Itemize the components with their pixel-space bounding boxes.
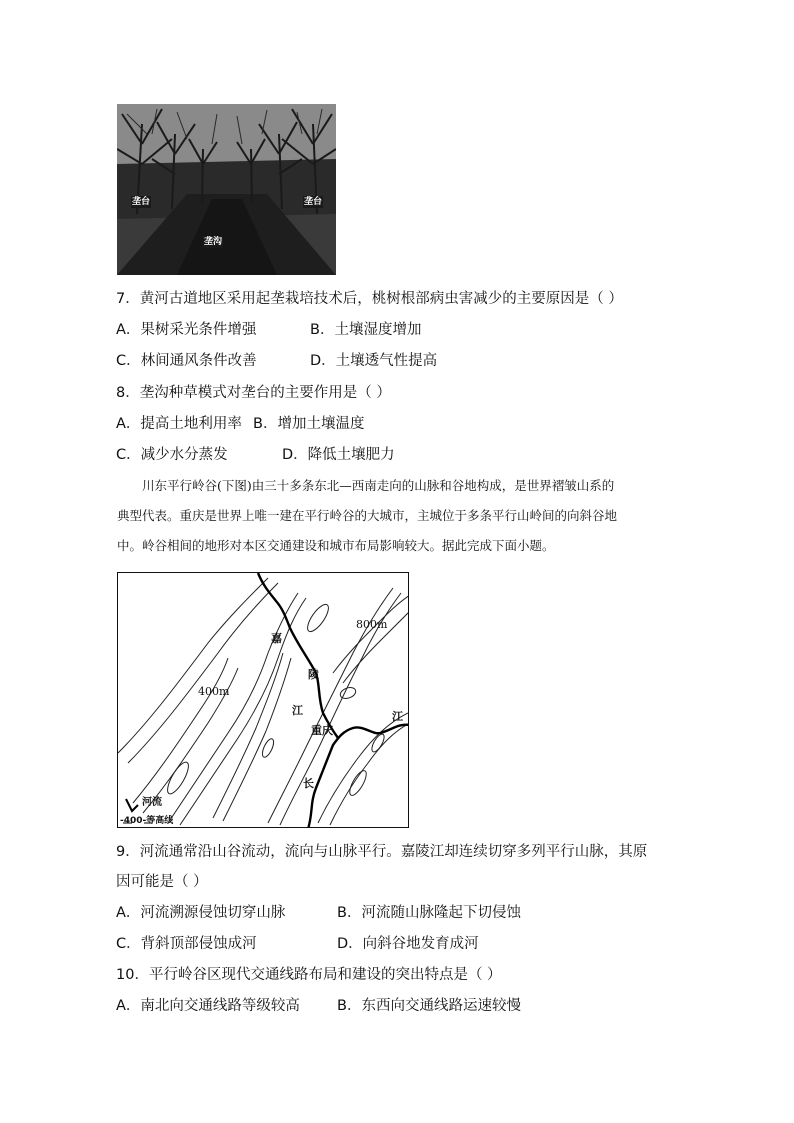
passage-line-3: 中。岭谷相间的地形对本区交通建设和城市布局影响较大。据此完成下面小题。 [117,538,555,553]
map-label-400m: 400m [198,685,230,698]
ridge-cultivation-photo [117,104,336,275]
q7-option-b[interactable]: B．土壤湿度增加 [310,322,422,338]
map-label-jiang-left: 江 [292,704,303,717]
passage-line-2: 典型代表。重庆是世界上唯一建在平行岭谷的大城市，主城位于多条平行山岭间的向斜谷地 [117,508,618,523]
q10-option-b[interactable]: B．东西向交通线路运速较慢 [337,998,521,1014]
q8-option-c[interactable]: C．减少水分蒸发 [116,447,228,463]
q7-option-c[interactable]: C．林间通风条件改善 [116,353,257,369]
ridge-label-left: 垄台 [132,197,151,207]
q7-stem: 7．黄河古道地区采用起垄栽培技术后，桃树根部病虫害减少的主要原因是（ ） [116,291,623,307]
q8-stem: 8．垄沟种草模式对垄台的主要作用是（ ） [116,385,391,401]
q8-option-b[interactable]: B．增加土壤温度 [253,416,365,432]
q9-stem-line-1: 9．河流通常沿山谷流动，流向与山脉平行。嘉陵江却连续切穿多列平行山脉，其原 [116,844,648,860]
map-label-chang: 长 [303,777,314,790]
q8-option-a[interactable]: A．提高土地利用率 [116,416,242,432]
parallel-ridge-valley-map [117,572,409,828]
q9-option-c[interactable]: C．背斜顶部侵蚀成河 [116,936,257,952]
furrow-label: 垄沟 [204,237,223,247]
q9-option-b[interactable]: B．河流随山脉隆起下切侵蚀 [337,905,521,921]
map-label-jiang-right: 江 [392,710,403,723]
q9-stem-line-2: 因可能是（ ） [116,874,208,890]
map-label-800m: 800m [356,618,388,631]
q7-option-d[interactable]: D．土壤透气性提高 [310,353,438,369]
q10-stem: 10．平行岭谷区现代交通线路布局和建设的突出特点是（ ） [116,967,502,983]
legend-river-label: 河流 [142,797,162,808]
ridge-label-right: 垄台 [304,197,323,207]
photo-drawing [117,104,336,275]
q9-option-d[interactable]: D．向斜谷地发育成河 [337,936,479,952]
q8-option-d[interactable]: D．降低土壤肥力 [282,447,395,463]
q10-option-a[interactable]: A．南北向交通线路等级较高 [116,998,300,1014]
passage-line-1: 川东平行岭谷(下图)由三十多条东北—西南走向的山脉和谷地构成，是世界褶皱山系的 [142,478,615,493]
legend-contour-label: -400-等高线 [120,816,174,826]
map-label-ling: 陵 [308,668,319,681]
q9-option-a[interactable]: A．河流溯源侵蚀切穿山脉 [116,905,286,921]
map-label-jia: 嘉 [271,632,282,645]
q7-option-a[interactable]: A．果树采光条件增强 [116,322,257,338]
map-label-chongqing: 重庆 [311,724,333,737]
map-drawing [118,573,409,828]
